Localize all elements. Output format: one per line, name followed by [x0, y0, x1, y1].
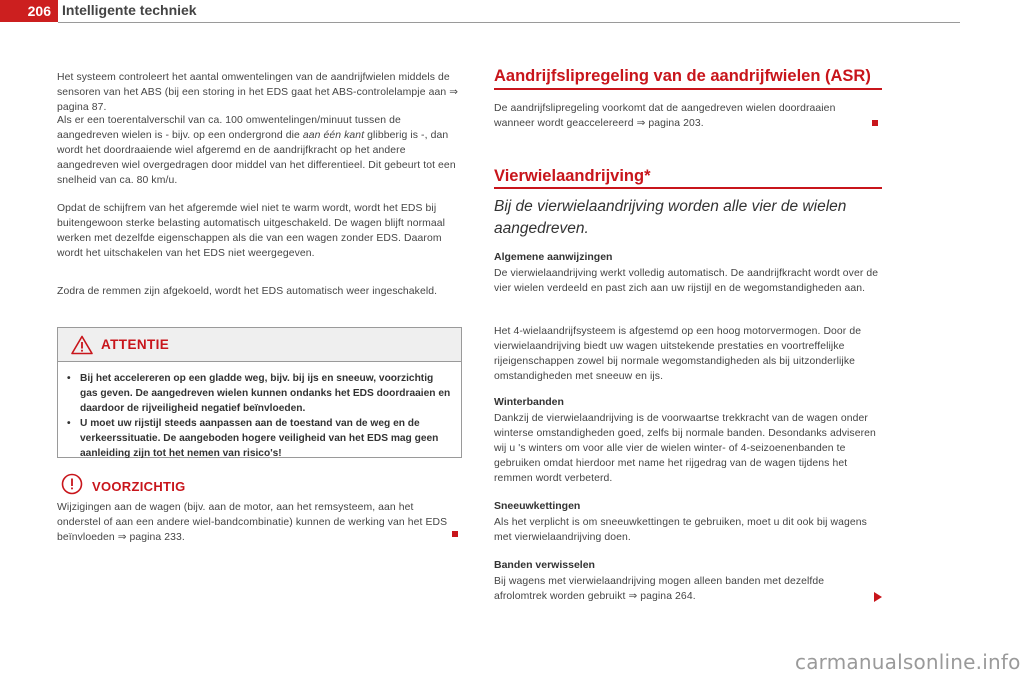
subheading-winter-tires: Winterbanden [494, 396, 564, 408]
subheading-change-tires: Banden verwisselen [494, 559, 595, 571]
paragraph-intro: Het systeem controleert het aantal omwentelingen van de aandrijfwielen middels de sensoren van het ABS (bij een storing in het EDS gaat het ABS-controlelampje aan ⇒ pagina 87. [57, 72, 459, 113]
awd-heading-rule [494, 187, 882, 189]
page-header [0, 0, 960, 26]
asr-heading: Aandrijfslipregeling van de aandrijfwielen (ASR) [494, 67, 871, 85]
paragraph-reactivate: Zodra de remmen zijn afgekoeld, wordt het EDS automatisch weer ingeschakeld. [57, 286, 438, 297]
snow-chains-paragraph: Als het verplicht is om sneeuwkettingen te gebruiken, moet u dit ook bij wagens met vierwielaandrijving doen. [494, 517, 867, 543]
header-divider [58, 22, 960, 23]
continue-arrow-icon [874, 592, 882, 602]
awd-lead: Bij de vierwielaandrijving worden alle vier de wielen aangedreven. [494, 198, 847, 237]
warning-item-text: Bij het accelereren op een gladde weg, bijv. bij ijs en sneeuw, voorzichtig gas geven. De aangedreven wielen kunnen ondanks het EDS doordraaien en daardoor de rijveiligheid negatief beïnvloeden. [80, 373, 451, 414]
winter-tires-paragraph: Dankzij de vierwielaandrijving is de voorwaartse trekkracht van de wagen onder winterse omstandigheden goed, zelfs bij normale banden. Desondanks adviseren wij u 's winters om voor alle vier de wielen winter- of 4-seizoenenbanden te gebruiken omdat hierdoor met name het rijgedrag van de wagen tijdens het remmen wordt verbeterd. [494, 413, 876, 484]
subheading-general: Algemene aanwijzingen [494, 251, 613, 263]
asr-heading-rule [494, 88, 882, 90]
watermark: carmanualsonline.info [795, 650, 1021, 674]
subheading-snow-chains: Sneeuwkettingen [494, 500, 581, 512]
section-end-marker [452, 531, 458, 537]
warning-item [68, 416, 453, 461]
caution-text: Wijzigingen aan de wagen (bijv. aan de motor, aan het remsysteem, aan het onderstel of aan een andere wiel-bandcombinatie) kunnen de werking van het EDS beïnvloeden ⇒ pagina 233. [57, 502, 448, 543]
warning-item [68, 371, 453, 416]
page-number: 206 [0, 0, 58, 22]
awd-heading: Vierwielaandrijving* [494, 167, 651, 185]
general-paragraph-2: Het 4-wielaandrijfsysteem is afgestemd op een hoog motorvermogen. Door de vierwielaandrijving biedt uw wagen uitstekende prestaties en voortreffelijke rijeigenschappen zowel bij normale wegomstandigheden als bij uitzonderlijke omstandigheden met sneeuw en ijs. [494, 326, 862, 382]
chapter-title: Intelligente techniek [62, 2, 197, 18]
warning-box [57, 327, 462, 458]
paragraph-overheat: Opdat de schijfrem van het afgeremde wiel niet te warm wordt, wordt het EDS bij buitengewoon sterke belasting automatisch uitgeschakeld. De wagen blijft normaal werken met dezelfde eigenschappen als die van een wagen zonder EDS. Daarom wordt het uitschakelen van het EDS niet weergegeven. [57, 203, 446, 259]
change-tires-paragraph: Bij wagens met vierwielaandrijving mogen alleen banden met dezelfde afrolomtrek worden gebruikt ⇒ pagina 264. [494, 576, 825, 602]
section-end-marker [872, 120, 878, 126]
bullet: • [67, 373, 71, 384]
warning-title: ATTENTIE [101, 337, 170, 352]
caution-title: VOORZICHTIG [92, 479, 186, 494]
asr-text: De aandrijfslipregeling voorkomt dat de aangedreven wielen doordraaien wanneer wordt geaccelereerd ⇒ pagina 203. [494, 103, 836, 129]
warning-triangle-icon [71, 335, 93, 355]
warning-header [58, 328, 461, 362]
bullet: • [67, 418, 71, 429]
warning-item-text: U moet uw rijstijl steeds aanpassen aan de toestand van de weg en de verkeerssituatie. De aangeboden hogere veiligheid van het EDS mag geen aanleiding zijn tot het nemen van risico's! [80, 418, 439, 459]
caution-icon [61, 473, 83, 495]
paragraph-differential: Als er een toerentalverschil van ca. 100 omwentelingen/minuut tussen de aangedreven wielen is - bijv. op een ondergrond die aan één kant glibberig is -, dan wordt het doordraaiende wiel afgeremd en de aandrijfkracht op het andere aangedreven wiel overgedragen door middel van het differentieel. Dit gebeurt tot een snelheid van ca. 80 km/u. [57, 115, 456, 186]
general-paragraph-1: De vierwielaandrijving werkt volledig automatisch. De aandrijfkracht wordt over de vier wielen verdeeld en past zich aan uw rijstijl en de wegomstandigheden aan. [494, 268, 879, 294]
